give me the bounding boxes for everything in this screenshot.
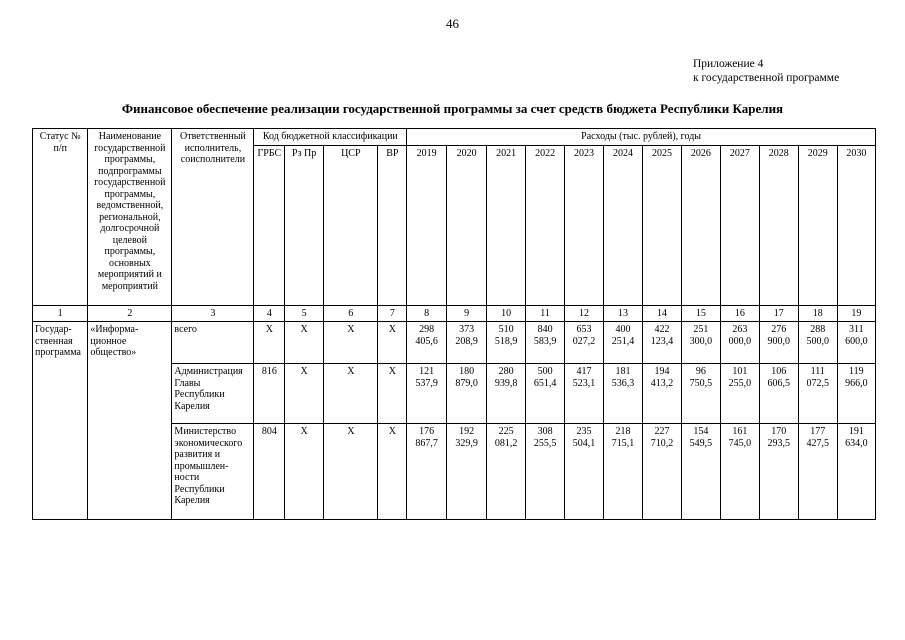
expense-cell: 176 867,7 xyxy=(407,424,447,520)
vr-cell: Х xyxy=(378,364,407,424)
expense-cell: 121 537,9 xyxy=(407,364,447,424)
header-year: 2019 xyxy=(407,145,447,305)
header-rzpr: Рз Пр xyxy=(285,145,324,305)
column-number: 1 xyxy=(33,305,88,322)
expense-cell: 180 879,0 xyxy=(447,364,487,424)
expense-cell: 400 251,4 xyxy=(604,322,643,364)
column-number-row xyxy=(33,305,876,322)
header-row-1 xyxy=(33,129,876,146)
expense-cell: 119 966,0 xyxy=(837,364,875,424)
header-year: 2028 xyxy=(759,145,798,305)
column-number: 11 xyxy=(526,305,565,322)
csr-cell: Х xyxy=(324,424,378,520)
document-title: Финансовое обеспечение реализации государственной программы за счет средств бюджета Республики Карелия xyxy=(121,101,784,116)
executor-cell: Администрация Главы Республики Карелия xyxy=(172,364,254,424)
expense-cell: 276 900,0 xyxy=(759,322,798,364)
appendix-note xyxy=(693,57,839,85)
column-number: 19 xyxy=(837,305,875,322)
rzpr-cell: Х xyxy=(285,424,324,520)
header-year: 2029 xyxy=(798,145,837,305)
executor-cell: Министерство экономического развития и промышлен-ности Республики Карелия xyxy=(172,424,254,520)
expense-cell: 251 300,0 xyxy=(681,322,720,364)
appendix-line-1: Приложение 4 xyxy=(693,58,764,70)
column-number: 3 xyxy=(172,305,254,322)
grbs-cell: 816 xyxy=(254,364,285,424)
expense-cell: 263 000,0 xyxy=(720,322,759,364)
expense-cell: 106 606,5 xyxy=(759,364,798,424)
expense-cell: 194 413,2 xyxy=(642,364,681,424)
header-year: 2020 xyxy=(447,145,487,305)
expense-cell: 218 715,1 xyxy=(604,424,643,520)
expense-cell: 308 255,5 xyxy=(526,424,565,520)
column-number: 8 xyxy=(407,305,447,322)
header-year: 2021 xyxy=(487,145,526,305)
vr-cell: Х xyxy=(378,424,407,520)
vr-cell: Х xyxy=(378,322,407,364)
column-number: 5 xyxy=(285,305,324,322)
column-number: 13 xyxy=(604,305,643,322)
header-year: 2024 xyxy=(604,145,643,305)
column-number: 12 xyxy=(565,305,604,322)
expense-cell: 500 651,4 xyxy=(526,364,565,424)
header-executor: Ответственный исполнитель, соисполнители xyxy=(172,129,254,306)
expense-cell: 181 536,3 xyxy=(604,364,643,424)
expense-cell: 311 600,0 xyxy=(837,322,875,364)
column-number: 15 xyxy=(681,305,720,322)
csr-cell: Х xyxy=(324,322,378,364)
column-number: 9 xyxy=(447,305,487,322)
expense-cell: 280 939,8 xyxy=(487,364,526,424)
column-number: 18 xyxy=(798,305,837,322)
table-row xyxy=(33,322,876,364)
page-number: 46 xyxy=(446,16,459,31)
header-expenses: Расходы (тыс. рублей), годы xyxy=(407,129,876,146)
header-year: 2022 xyxy=(526,145,565,305)
header-status: Статус № п/п xyxy=(33,129,88,306)
column-number: 14 xyxy=(642,305,681,322)
expense-cell: 111 072,5 xyxy=(798,364,837,424)
expense-cell: 840 583,9 xyxy=(526,322,565,364)
header-name: Наименование государственной программы, подпрограммы государственной программы, ведомственной, региональной, долгосрочной целевой программы, основных мероприятий и мероприятий xyxy=(88,129,172,306)
grbs-cell: Х xyxy=(254,322,285,364)
appendix-line-2: к государственной программе xyxy=(693,72,840,84)
column-number: 16 xyxy=(720,305,759,322)
expense-cell: 373 208,9 xyxy=(447,322,487,364)
expense-cell: 192 329,9 xyxy=(447,424,487,520)
expense-cell: 298 405,6 xyxy=(407,322,447,364)
header-year: 2023 xyxy=(565,145,604,305)
expense-cell: 422 123,4 xyxy=(642,322,681,364)
header-year: 2030 xyxy=(837,145,875,305)
expense-cell: 96 750,5 xyxy=(681,364,720,424)
expense-cell: 510 518,9 xyxy=(487,322,526,364)
header-vr: ВР xyxy=(378,145,407,305)
rzpr-cell: Х xyxy=(285,322,324,364)
header-budget-code: Код бюджетной классификации xyxy=(254,129,407,146)
column-number: 10 xyxy=(487,305,526,322)
expense-cell: 235 504,1 xyxy=(565,424,604,520)
column-number: 4 xyxy=(254,305,285,322)
expense-cell: 161 745,0 xyxy=(720,424,759,520)
header-grbs: ГРБС xyxy=(254,145,285,305)
expense-cell: 225 081,2 xyxy=(487,424,526,520)
column-number: 7 xyxy=(378,305,407,322)
expense-cell: 288 500,0 xyxy=(798,322,837,364)
expense-cell: 170 293,5 xyxy=(759,424,798,520)
column-number: 2 xyxy=(88,305,172,322)
financing-table xyxy=(32,128,876,520)
executor-cell: всего xyxy=(172,322,254,364)
header-csr: ЦСР xyxy=(324,145,378,305)
header-year: 2027 xyxy=(720,145,759,305)
expense-cell: 653 027,2 xyxy=(565,322,604,364)
expense-cell: 177 427,5 xyxy=(798,424,837,520)
program-name: «Информа-ционное общество» xyxy=(88,322,172,520)
rzpr-cell: Х xyxy=(285,364,324,424)
program-status: Государ-ственная программа xyxy=(33,322,88,520)
grbs-cell: 804 xyxy=(254,424,285,520)
expense-cell: 154 549,5 xyxy=(681,424,720,520)
expense-cell: 227 710,2 xyxy=(642,424,681,520)
column-number: 6 xyxy=(324,305,378,322)
header-year: 2025 xyxy=(642,145,681,305)
expense-cell: 417 523,1 xyxy=(565,364,604,424)
expense-cell: 101 255,0 xyxy=(720,364,759,424)
expense-cell: 191 634,0 xyxy=(837,424,875,520)
column-number: 17 xyxy=(759,305,798,322)
csr-cell: Х xyxy=(324,364,378,424)
header-year: 2026 xyxy=(681,145,720,305)
